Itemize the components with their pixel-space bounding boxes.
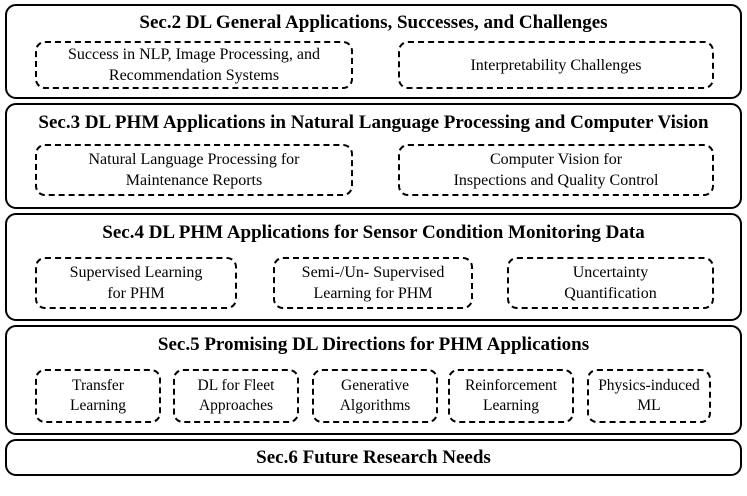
item-line: Recommendation Systems [108,67,280,84]
item-line: Maintenance Reports [125,172,263,189]
item-dl-fleet-approaches [173,369,299,423]
item-line: Generative [341,377,409,394]
item-semi-unsupervised-learning [273,257,473,309]
item-line: Uncertainty [572,264,649,281]
item-line: Reinforcement [464,377,558,394]
section-title: Sec.4 DL PHM Applications for Sensor Condition Monitoring Data [102,222,645,243]
section-sec3 [5,103,742,209]
item-line: Learning for PHM [313,285,433,302]
section-sec2 [5,4,742,99]
item-line: for PHM [107,285,165,302]
item-line: Interpretability Challenges [470,56,642,74]
item-line: Approaches [198,397,274,414]
item-line: Physics-induced [598,377,700,394]
item-nlp-image-recsys-success [35,41,353,89]
item-line: Algorithms [339,397,411,414]
item-line: Semi-/Un- Supervised [301,264,445,281]
item-nlp-maintenance-reports [35,144,353,196]
item-generative-algorithms [312,369,438,423]
item-uncertainty-quantification [507,257,714,309]
item-line: DL for Fleet [197,377,275,394]
item-transfer-learning [35,369,161,423]
section-sec5 [5,325,742,435]
item-computer-vision-inspections [398,144,714,196]
item-line: Computer Vision for [489,151,623,168]
item-line: Learning [70,397,126,414]
item-line: Learning [483,397,539,414]
item-supervised-learning [35,257,237,309]
item-line: Quantification [564,285,657,302]
item-line: Supervised Learning [69,264,203,281]
item-interpretability-challenges [398,41,714,89]
item-line: ML [637,397,661,414]
section-sec6 [5,439,742,476]
item-physics-induced-ml [587,369,711,423]
section-title: Sec.5 Promising DL Directions for PHM Applications [157,334,590,355]
item-line: Success in NLP, Image Processing, and [68,46,320,63]
section-title: Sec.6 Future Research Needs [256,447,491,468]
item-reinforcement-learning [448,369,574,423]
section-title: Sec.3 DL PHM Applications in Natural Language Processing and Computer Vision [38,112,709,133]
item-line: Transfer [72,377,124,394]
item-line: Inspections and Quality Control [453,172,659,189]
item-line: Natural Language Processing for [88,151,300,168]
section-title: Sec.2 DL General Applications, Successes, and Challenges [139,12,608,33]
section-sec4 [5,213,742,321]
